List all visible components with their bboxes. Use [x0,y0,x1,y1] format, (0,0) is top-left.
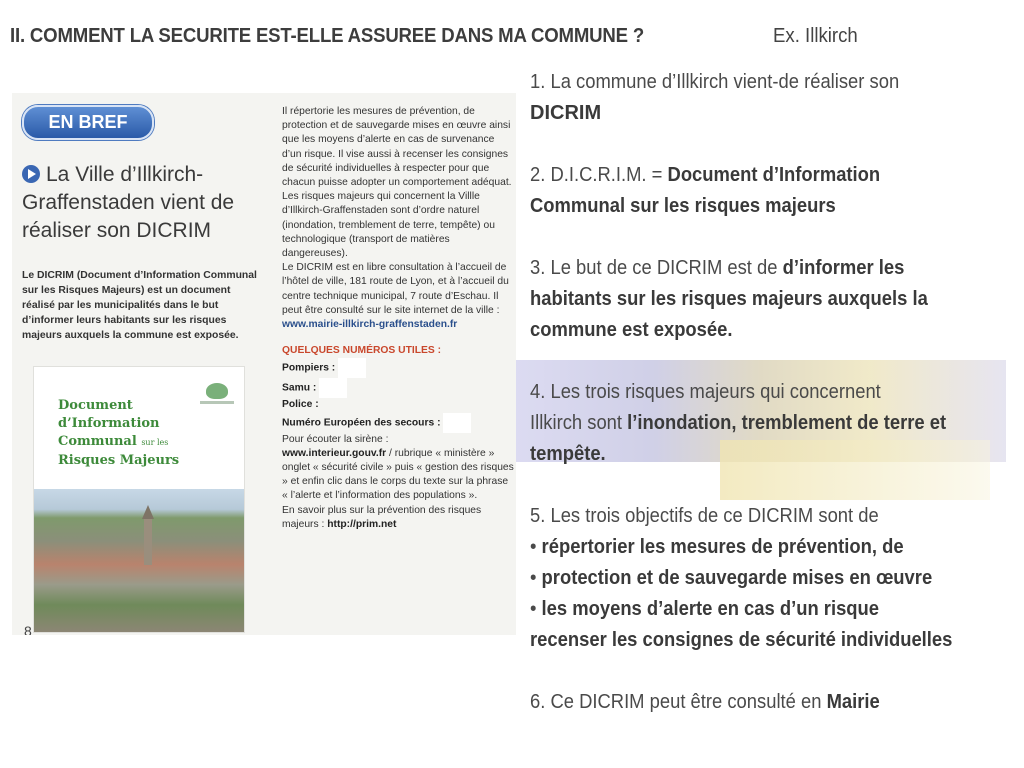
objective-2: • protection et de sauvegarde mises en œuvre [530,567,933,589]
point-3: 3. Le but de ce DICRIM est de d’informer les [530,257,905,279]
right-paragraph-2: Les risques majeurs qui concernent la Villle d’Illkirch-Graffenstaden sont d’ordre naturel (inondation, tremblement de terre, tempête) ou technologique (transport de matières dangereuses). [282,191,495,260]
point-6: 6. Ce DICRIM peut être consulté en Mairie [530,691,880,713]
article-right-column [282,105,514,532]
city-logo-icon [206,383,228,399]
page-number: 8 [24,623,32,635]
article-intro: Le DICRIM (Document d’Information Communal sur les Risques Majeurs) est un document réalisé par les municipalités dans le but d’informer leurs habitants sur les risques majeurs auxquels la commune est exposée. [22,270,257,341]
siren-paragraph: www.interieur.gouv.fr / rubrique « ministère » onglet « sécurité civile » puis « gestion des risques » et enfin clic dans le corps du texte sur la phrase « l’alerte et l’information des populations ». [282,447,514,502]
point-1-bold: DICRIM [530,102,602,124]
slide-title: II. COMMENT LA SECURITE EST-ELLE ASSUREE DANS MA COMMUNE ? [10,25,645,47]
en-bref-badge: EN BREF [22,105,154,140]
police-line: Police : [282,399,319,411]
magazine-scan [12,93,516,635]
useful-numbers-title: QUELQUES NUMÉROS UTILES : [282,345,442,357]
point-5: 5. Les trois objectifs de ce DICRIM sont de [530,505,879,527]
example-label: Ex. Illkirch [773,25,858,47]
right-paragraph-3: Le DICRIM est en libre consultation à l’accueil de l’hôtel de ville, 181 route de Lyon, et à l’accueil du centre technique municipal, 7 route d’Eschau. Il peut être consulté sur le site internet de la ville : www.mairie-illkirch-graffenstaden.fr [282,262,509,331]
city-logo-caption [200,401,234,404]
right-paragraph-1: Il répertorie les mesures de prévention, de protection et de sauvegarde mises en œuvre ainsi que les moyens d’alerte en cas de survenance d’un risque. Il vise aussi à recenser les consignes de sécurité individuelles à respecter pour que chacun puisse adopter un comportement adéquat. [282,106,512,189]
church-tower [144,517,152,565]
objective-4: recenser les consignes de sécurité individuelles [530,629,953,651]
samu-line: Samu : [282,378,514,398]
key-points: 1. La commune d’Illkirch vient-de réaliser son DICRIM 2. D.I.C.R.I.M. = Document d’Information Communal sur les risques majeurs 3. Le but de ce DICRIM est de d’informer les habitants sur les risques majeurs auxquels la commune est exposée. 4. Les trois risques majeurs qui concernent Illkirch sont l’inondation, tremblement de terre et tempête. 5. Les trois objectifs de ce DICRIM sont de • répertorier les mesures de prévention, de • protection et de sauvegarde mises en œuvre • les moyens d’alerte en cas d’un risque recenser les consignes de sécurité individuelles 6. Ce DICRIM peut être consulté en Mairie [530,67,1020,718]
siren-intro: Pour écouter la sirène : [282,433,389,445]
dicrim-cover [33,366,245,633]
objective-3: • les moyens d’alerte en cas d’un risque [530,598,880,620]
aerial-town-photo [34,489,244,633]
cover-title: Document d’Information Communal sur les Risques Majeurs [58,398,180,468]
pompiers-line: Pompiers : [282,358,514,378]
prim-paragraph: En savoir plus sur la prévention des risques majeurs : http://prim.net [282,504,482,530]
objective-1: • répertorier les mesures de prévention, de [530,536,904,558]
city-website-link: www.mairie-illkirch-graffenstaden.fr [282,319,458,331]
point-2: 2. D.I.C.R.I.M. = Document d’Information [530,164,881,186]
point-4: 4. Les trois risques majeurs qui concernent [530,381,881,403]
euro-line: Numéro Européen des secours : [282,413,514,433]
article-headline: La Ville d’Illkirch-Graffenstaden vient de réaliser son DICRIM [22,163,235,242]
point-1: 1. La commune d’Illkirch vient-de réaliser son [530,71,900,93]
